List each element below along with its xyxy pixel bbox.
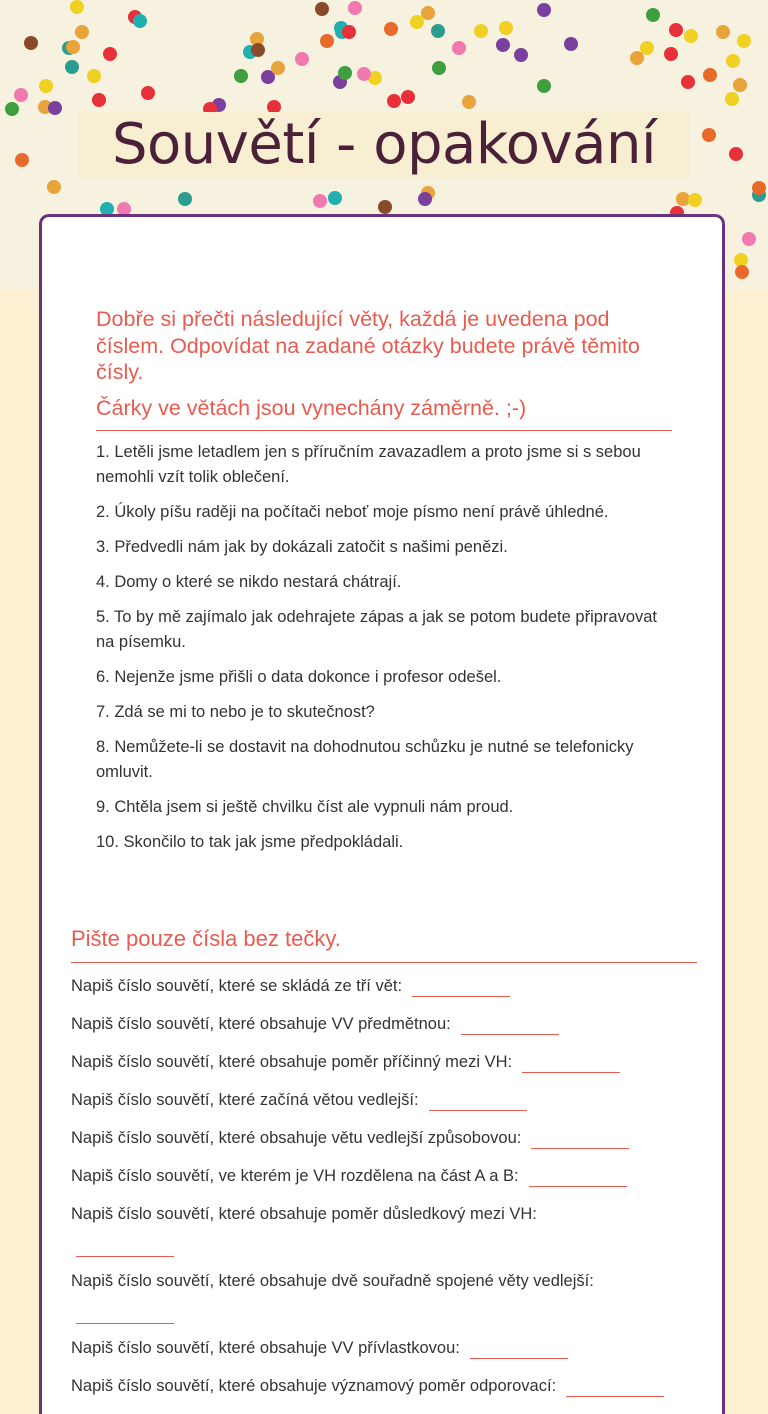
confetti-dot — [681, 75, 695, 89]
confetti-dot — [421, 6, 435, 20]
question-item — [71, 1334, 711, 1362]
question-item — [71, 972, 711, 1000]
confetti-dot — [499, 21, 513, 35]
confetti-dot — [432, 61, 446, 75]
confetti-dot — [313, 194, 327, 208]
divider — [96, 430, 672, 431]
note-text: Čárky ve větách jsou vynechány záměrně. ;-) — [96, 395, 527, 420]
question-text: Napiš číslo souvětí, které obsahuje poměr důsledkový mezi VH: — [71, 1205, 537, 1223]
confetti-dot — [726, 54, 740, 68]
question-item — [71, 1162, 711, 1190]
confetti-dot — [669, 23, 683, 37]
sentence-item: 9. Chtěla jsem si ještě chvilku číst ale vypnuli nám proud. — [96, 798, 514, 816]
question-item — [71, 1372, 711, 1400]
confetti-dot — [234, 69, 248, 83]
confetti-dot — [5, 102, 19, 116]
answer-blank[interactable] — [470, 1340, 568, 1359]
confetti-dot — [431, 24, 445, 38]
confetti-dot — [742, 232, 756, 246]
confetti-dot — [418, 192, 432, 206]
answer-blank[interactable] — [76, 1305, 174, 1324]
confetti-dot — [474, 24, 488, 38]
sentence-item: 7. Zdá se mi to nebo je to skutečnost? — [96, 703, 375, 721]
answer-blank[interactable] — [76, 1238, 174, 1257]
confetti-dot — [401, 90, 415, 104]
confetti-dot — [348, 1, 362, 15]
confetti-dot — [357, 67, 371, 81]
confetti-dot — [752, 181, 766, 195]
confetti-dot — [14, 88, 28, 102]
confetti-dot — [725, 92, 739, 106]
confetti-dot — [39, 79, 53, 93]
answer-blank[interactable] — [412, 978, 510, 997]
confetti-dot — [384, 22, 398, 36]
confetti-dot — [338, 66, 352, 80]
confetti-dot — [737, 34, 751, 48]
confetti-dot — [537, 79, 551, 93]
confetti-dot — [66, 40, 80, 54]
confetti-dot — [496, 38, 510, 52]
confetti-dot — [342, 25, 356, 39]
confetti-dot — [141, 86, 155, 100]
page-title: Souvětí - opakování — [111, 112, 657, 177]
question-text: Napiš číslo souvětí, které se skládá ze tří vět: — [71, 977, 403, 995]
answer-blank[interactable] — [531, 1130, 629, 1149]
divider — [71, 962, 697, 963]
confetti-dot — [133, 14, 147, 28]
confetti-dot — [688, 193, 702, 207]
question-text: Napiš číslo souvětí, které začíná větou vedlejší: — [71, 1091, 419, 1109]
confetti-dot — [48, 101, 62, 115]
sentence-item: 1. Letěli jsme letadlem jen s příručním zavazadlem a proto jsme si s sebou nemohli vzít tolik oblečení. — [96, 443, 641, 486]
sentence-item: 8. Nemůžete-li se dostavit na dohodnutou schůzku je nutné se telefonicky omluvit. — [96, 738, 634, 781]
confetti-dot — [378, 200, 392, 214]
confetti-dot — [15, 153, 29, 167]
confetti-dot — [462, 95, 476, 109]
confetti-dot — [320, 34, 334, 48]
confetti-dot — [564, 37, 578, 51]
confetti-dot — [716, 25, 730, 39]
title-box — [78, 112, 690, 178]
instructions — [96, 306, 672, 421]
answer-blank[interactable] — [522, 1054, 620, 1073]
confetti-dot — [702, 128, 716, 142]
sentence-item: 5. To by mě zajímalo jak odehrajete zápas a jak se potom budete připravovat na písemku. — [96, 608, 658, 651]
question-text: Napiš číslo souvětí, které obsahuje dvě souřadně spojené věty vedlejší: — [71, 1272, 594, 1290]
confetti-dot — [452, 41, 466, 55]
confetti-dot — [537, 3, 551, 17]
confetti-dot — [703, 68, 717, 82]
confetti-dot — [646, 8, 660, 22]
confetti-dot — [47, 180, 61, 194]
question-item — [71, 1048, 711, 1076]
sentence-item: 3. Předvedli nám jak by dokázali zatočit s našimi penězi. — [96, 538, 508, 556]
confetti-dot — [733, 78, 747, 92]
sentence-item: 4. Domy o které se nikdo nestará chátrají. — [96, 573, 402, 591]
confetti-dot — [729, 147, 743, 161]
question-item — [71, 1010, 711, 1038]
confetti-dot — [178, 192, 192, 206]
question-list — [71, 972, 711, 1410]
confetti-dot — [24, 36, 38, 50]
answer-blank[interactable] — [529, 1168, 627, 1187]
confetti-dot — [65, 60, 79, 74]
answer-blank[interactable] — [461, 1016, 559, 1035]
confetti-dot — [664, 47, 678, 61]
confetti-dot — [295, 52, 309, 66]
confetti-dot — [387, 94, 401, 108]
confetti-dot — [328, 191, 342, 205]
confetti-dot — [92, 93, 106, 107]
answer-blank[interactable] — [566, 1378, 664, 1397]
question-text: Napiš číslo souvětí, které obsahuje větu vedlejší způsobovou: — [71, 1129, 522, 1147]
confetti-dot — [251, 43, 265, 57]
confetti-dot — [75, 25, 89, 39]
question-text: Napiš číslo souvětí, které obsahuje poměr příčinný mezi VH: — [71, 1053, 513, 1071]
question-item — [71, 1086, 711, 1114]
sentence-item: 10. Skončilo to tak jak jsme předpokládali. — [96, 833, 404, 851]
question-item — [71, 1124, 711, 1152]
confetti-dot — [315, 2, 329, 16]
confetti-dot — [87, 69, 101, 83]
sentence-item: 2. Úkoly píšu raději na počítači neboť moje písmo není právě úhledné. — [96, 503, 609, 521]
confetti-dot — [735, 265, 749, 279]
confetti-dot — [271, 61, 285, 75]
answer-blank[interactable] — [429, 1092, 527, 1111]
question-text: Napiš číslo souvětí, které obsahuje VV předmětnou: — [71, 1015, 451, 1033]
question-item — [71, 1267, 711, 1324]
answers-heading: Pište pouze čísla bez tečky. — [71, 926, 341, 951]
sentence-list — [96, 440, 676, 865]
confetti-dot — [70, 0, 84, 14]
confetti-dot — [640, 41, 654, 55]
confetti-dot — [684, 29, 698, 43]
question-text: Napiš číslo souvětí, které obsahuje VV přívlastkovou: — [71, 1339, 460, 1357]
instruction-text: Dobře si přečti následující věty, každá je uvedena pod číslem. Odpovídat na zadané otázky budete právě těmito čísly. — [96, 307, 640, 384]
question-text: Napiš číslo souvětí, ve kterém je VH rozdělena na část A a B: — [71, 1167, 519, 1185]
sentence-item: 6. Nejenže jsme přišli o data dokonce i profesor odešel. — [96, 668, 502, 686]
confetti-dot — [514, 48, 528, 62]
confetti-dot — [103, 47, 117, 61]
question-text: Napiš číslo souvětí, které obsahuje významový poměr odporovací: — [71, 1377, 557, 1395]
question-item — [71, 1200, 711, 1257]
